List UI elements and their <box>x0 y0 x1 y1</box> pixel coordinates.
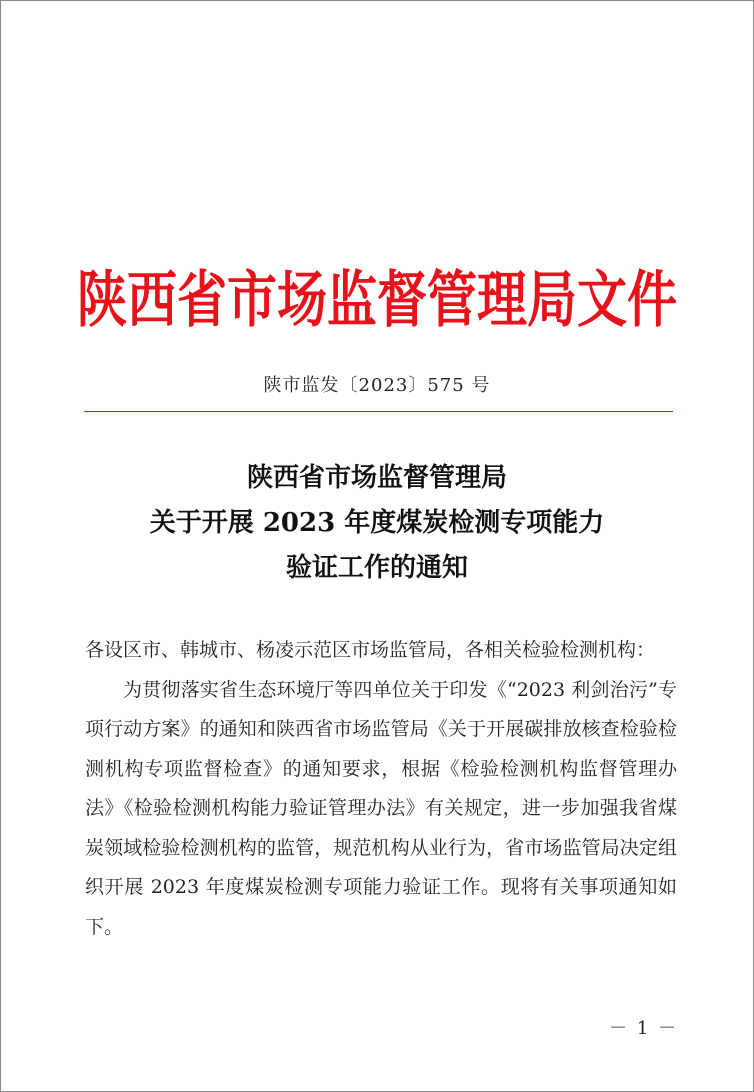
title-line-1: 陕西省市场监督管理局 <box>246 463 507 493</box>
masthead: 陕西省市场监督管理局文件 <box>77 263 677 336</box>
salutation: 各设区市、韩城市、杨凌示范区市场监管局，各相关检验检测机构： <box>85 639 656 661</box>
document-title <box>1 456 753 591</box>
red-divider-line <box>84 411 673 412</box>
page-number: － 1 － <box>609 1018 678 1039</box>
body-paragraph: 为贯彻落实省生态环境厅等四单位关于印发《“2023 利剑治污”专项行动方案》的通知和陕西省市场监管局《关于开展碳排放核查检验检测机构专项监督检查》的通知要求，根据《检验检测机构监督管理办法》《检验检测机构能力验证管理办法》有关规定，进一步加强我省煤炭领域检验检测机构的监管，规范机构从业行为，省市场监管局决定组织开展 2023 年度煤炭检测专项能力验证工作。现将有关事项通知如下。 <box>85 678 677 938</box>
document-number: 陕市监发〔2023〕575 号 <box>263 375 491 396</box>
title-line-2: 关于开展 2023 年度煤炭检测专项能力 <box>149 508 605 538</box>
document-body <box>85 631 677 947</box>
title-line-3: 验证工作的通知 <box>285 553 468 583</box>
